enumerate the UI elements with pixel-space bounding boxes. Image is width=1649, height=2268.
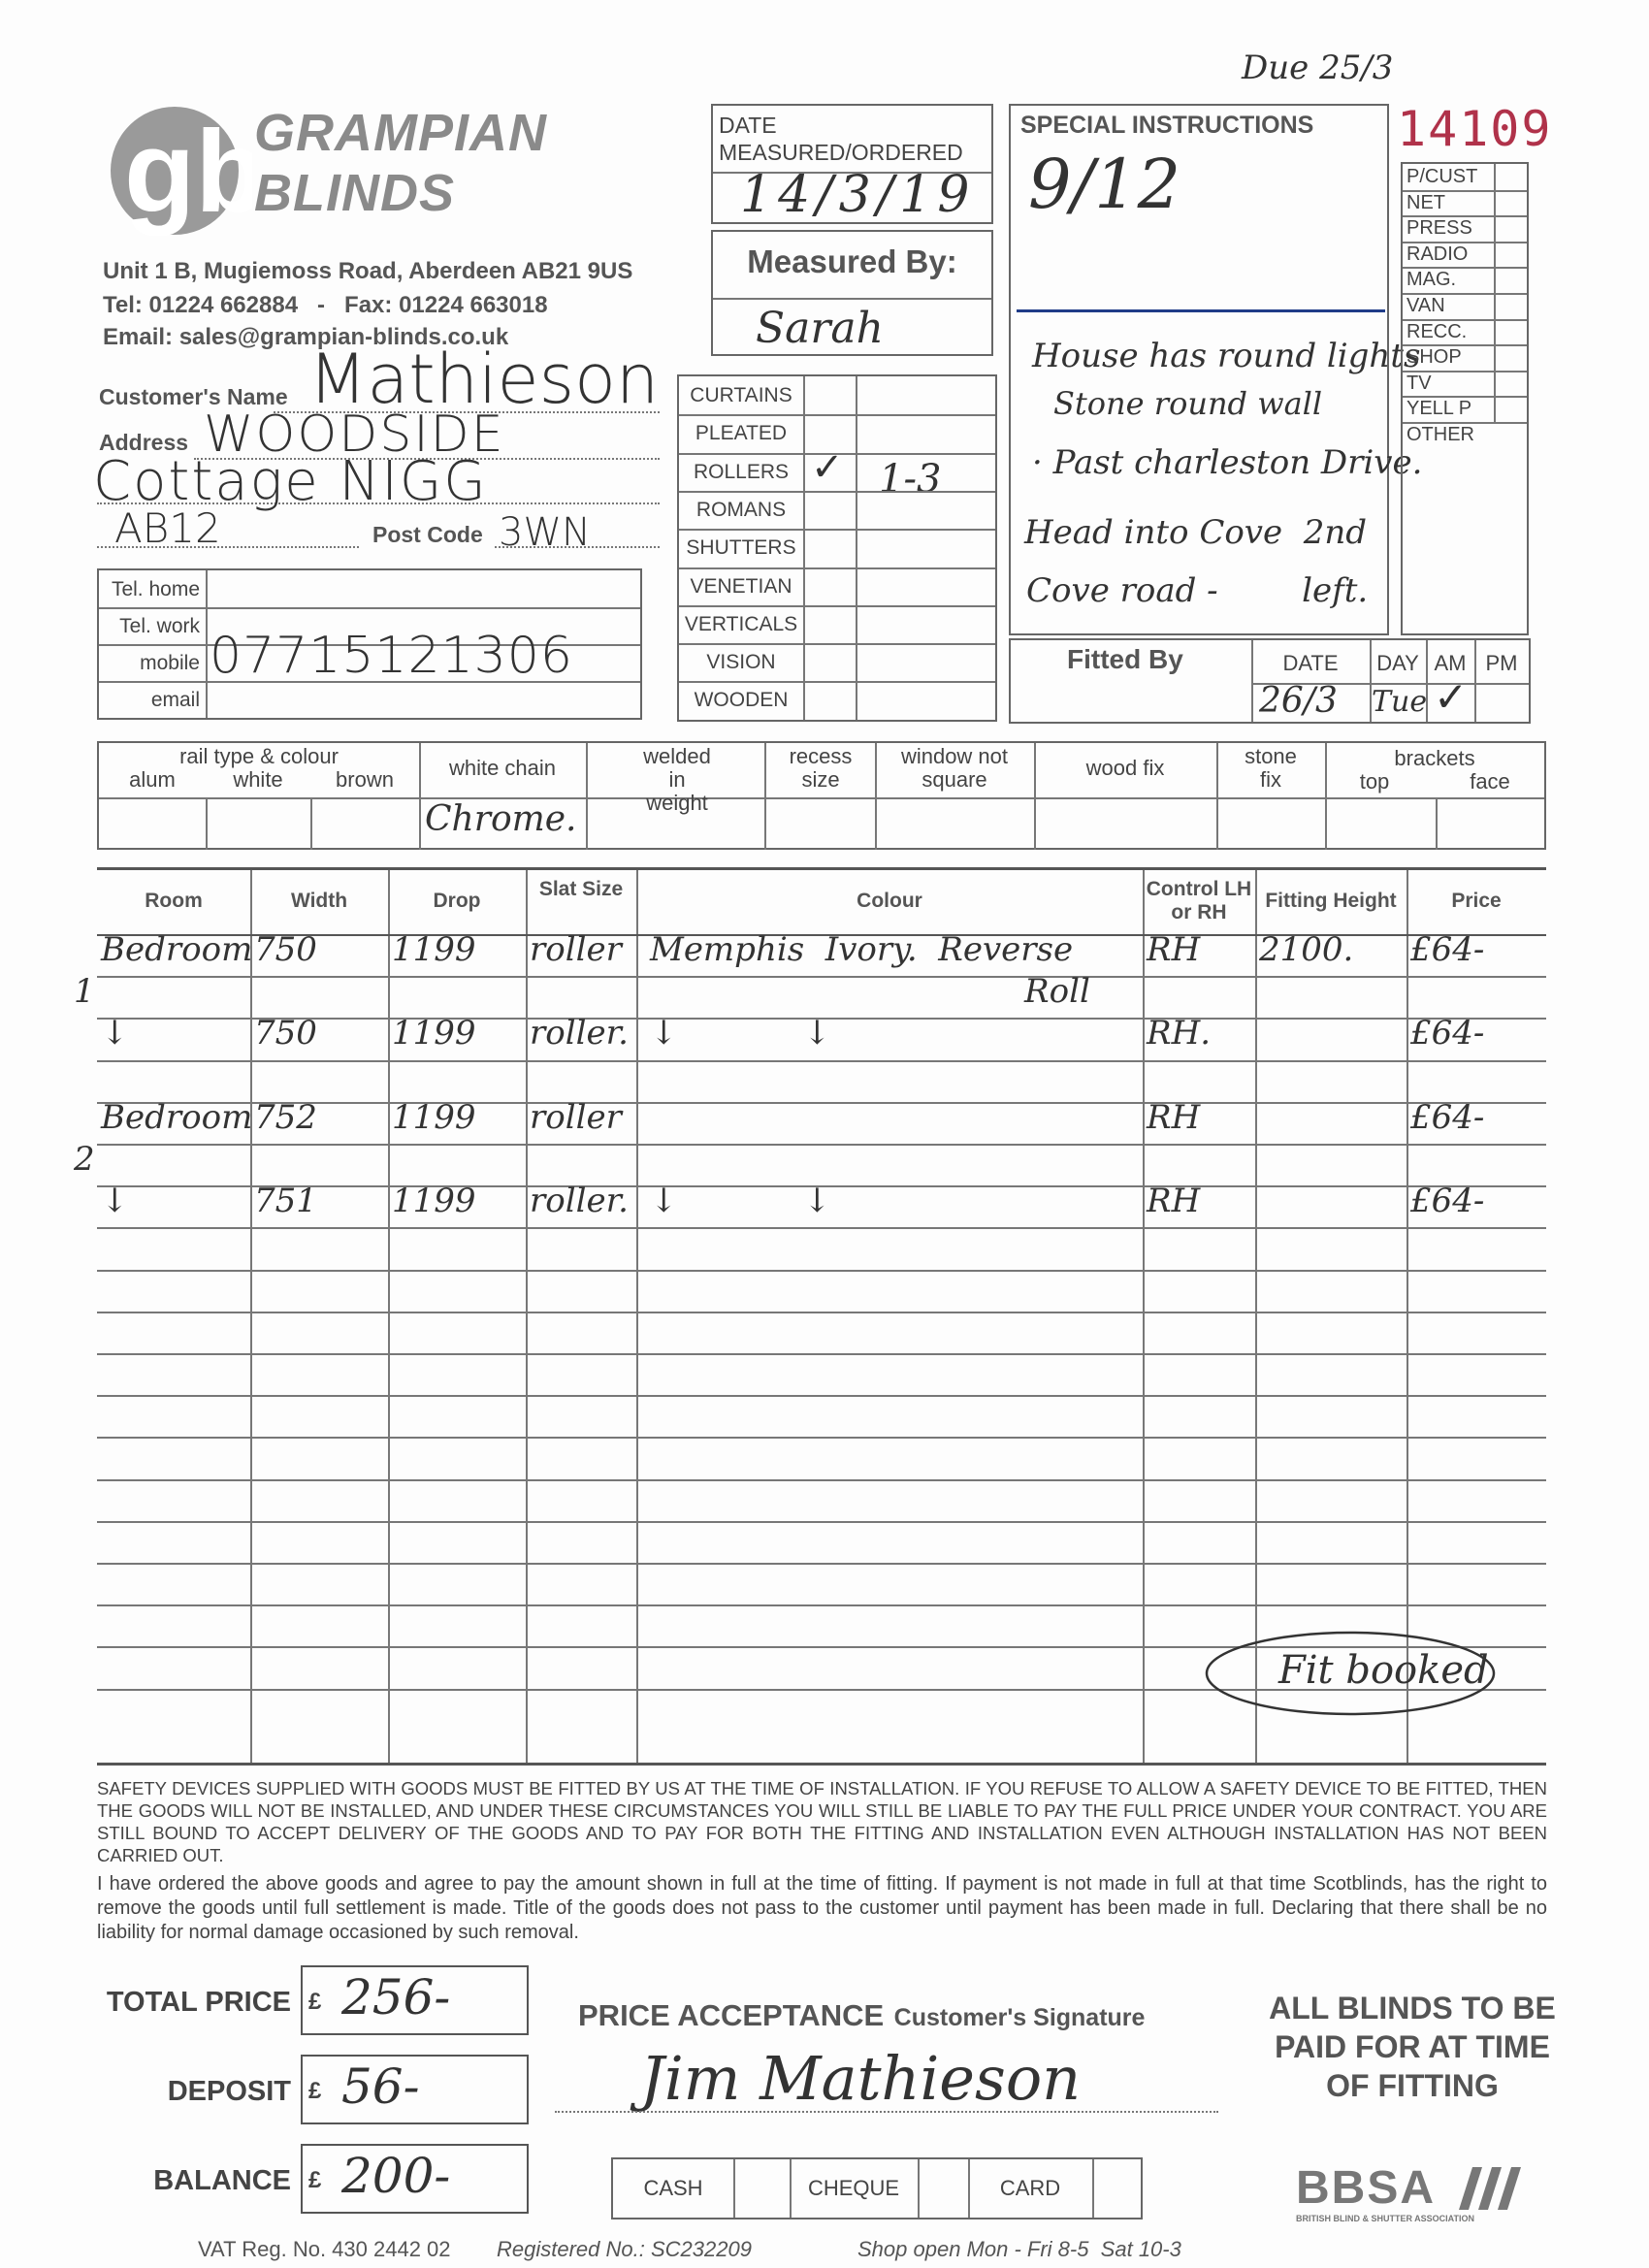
cell-control-6: RH [1147, 1182, 1201, 1221]
source-mag: MAG. [1406, 269, 1457, 291]
brackets-top-label: top [1359, 769, 1390, 794]
source-list-box [1401, 162, 1529, 635]
date-measured-label: DATE MEASURED/ORDERED [719, 113, 963, 165]
cell-colour-1: Roll [1024, 972, 1090, 1012]
welded-label: welded in weight [643, 744, 711, 815]
total-price-box [301, 1965, 529, 2035]
special-top-note: 9/12 [1028, 145, 1181, 224]
fitted-am-label: AM [1434, 651, 1467, 675]
wood-fix-label: wood fix [1085, 756, 1165, 780]
total-currency: £ [308, 1989, 322, 2015]
fit-booked-stamp [1203, 1627, 1498, 1720]
price-acceptance [578, 1998, 1145, 2033]
cell-control-0: RH [1147, 930, 1201, 969]
special-note-3: · Past charleston Drive. [1032, 443, 1423, 482]
chain-value: Chrome. [425, 799, 577, 839]
deposit-value: 56- [341, 2058, 420, 2115]
bbsa-logo-text: BBSA [1296, 2162, 1437, 2214]
cell-colour-6: ↓ ↓ [650, 1182, 831, 1221]
fitted-by-label: Fitted By [1067, 644, 1183, 674]
special-note-4: Head into Cove 2nd [1024, 513, 1368, 552]
cell-room-1: 1 [74, 972, 95, 1012]
phone-box [97, 568, 642, 720]
balance-value: 200- [341, 2148, 451, 2204]
cell-slat-2: roller. [530, 1014, 629, 1053]
product-shutters: SHUTTERS [686, 536, 796, 560]
cell-width-6: 751 [254, 1182, 317, 1221]
rail-brown-label: brown [336, 767, 394, 792]
company-phone: Tel: 01224 662884 - Fax: 01224 663018 [103, 292, 548, 318]
window-label: window not square [900, 744, 1009, 792]
registered-number: Registered No.: SC232209 [497, 2237, 752, 2261]
phone-label-1: Tel. work [119, 615, 200, 637]
brackets-face-label: face [1470, 769, 1510, 794]
source-recc: RECC. [1406, 320, 1468, 342]
bbsa-subtitle: BRITISH BLIND & SHUTTER ASSOCIATION [1296, 2214, 1474, 2223]
source-van: VAN [1406, 295, 1445, 316]
bbsa-logo [1296, 2163, 1538, 2241]
payment-method-box [611, 2157, 1143, 2219]
product-qty-2: 1-3 [879, 456, 942, 502]
recess-label: recess size [789, 744, 853, 792]
source-other: OTHER [1406, 424, 1474, 445]
postcode-label: Post Code [372, 522, 483, 547]
cell-colour-2: ↓ ↓ [650, 1014, 831, 1053]
fitted-by-box [1009, 638, 1531, 724]
deposit-label: DEPOSIT [167, 2076, 291, 2107]
cell-slat-4: roller [530, 1097, 622, 1137]
fitted-am-tick: ✓ [1434, 673, 1469, 721]
product-rollers: ROLLERS [693, 460, 790, 483]
cell-height-0: 2100. [1259, 930, 1354, 969]
balance-currency: £ [308, 2167, 322, 2193]
col-header-height: Fitting Height [1265, 890, 1397, 912]
product-verticals: VERTICALS [684, 612, 798, 635]
customer-name-value: Mathieson [308, 340, 660, 419]
fitted-date-label: DATE [1282, 651, 1339, 675]
rail-white-label: white [233, 767, 283, 792]
payment-notice: ALL BLINDS TO BE PAID FOR AT TIME OF FITTING [1269, 1991, 1556, 2103]
special-note-5: Cove road - left. [1026, 571, 1369, 610]
payment-card: CARD [999, 2176, 1061, 2200]
col-header-control: Control LH or RH [1146, 878, 1252, 923]
col-header-width: Width [290, 890, 348, 912]
col-header-drop: Drop [433, 890, 481, 912]
cell-room-0: Bedroom [101, 930, 253, 969]
source-yellp: YELL P [1406, 398, 1472, 420]
source-pcust: P/CUST [1406, 166, 1478, 187]
postcode-value: 3WN [499, 510, 591, 555]
measured-by-box [711, 230, 993, 356]
company-name-line1: GRAMPIAN [254, 104, 547, 162]
address-line1: WOODSIDE [204, 405, 505, 464]
options-box [97, 741, 1546, 850]
address-label: Address [99, 430, 189, 455]
cell-drop-4: 1199 [392, 1097, 476, 1137]
fitted-pm-label: PM [1485, 651, 1518, 675]
cell-price-0: £64- [1410, 930, 1485, 969]
product-pleated: PLEATED [695, 422, 788, 445]
fitted-day-label: DAY [1376, 651, 1419, 675]
cell-slat-0: roller [530, 930, 622, 969]
balance-box [301, 2144, 529, 2214]
white-chain-label: white chain [448, 756, 557, 780]
phone-label-0: Tel. home [111, 578, 200, 600]
customer-signature-label: Customer's Signature [893, 2004, 1146, 2031]
source-net: NET [1406, 191, 1445, 213]
customer-name-label: Customer's Name [99, 384, 288, 409]
cell-width-2: 750 [254, 1014, 317, 1053]
cell-room-4: Bedroom [101, 1097, 253, 1137]
product-romans: ROMANS [695, 498, 787, 521]
product-type-box [677, 374, 997, 722]
company-name-line2: BLINDS [254, 164, 455, 222]
fit-booked-text: Fit booked [1278, 1648, 1489, 1693]
cell-control-2: RH. [1147, 1014, 1212, 1053]
address-line3: AB12 [114, 504, 221, 552]
cell-slat-6: roller. [530, 1182, 629, 1221]
logo-letters: gb [124, 107, 252, 236]
special-note-1: House has round lights [1032, 337, 1421, 375]
cell-room-6: ↓ [101, 1182, 129, 1221]
measured-by-value: Sarah [756, 304, 884, 353]
fitted-day-value: Tue [1372, 685, 1428, 719]
cell-width-4: 752 [254, 1097, 317, 1137]
source-press: PRESS [1406, 217, 1472, 240]
deposit-currency: £ [308, 2078, 322, 2104]
product-tick-2: ✓ [811, 444, 844, 490]
cell-room-5: 2 [74, 1140, 95, 1179]
fitted-date-value: 26/3 [1259, 681, 1338, 721]
total-price-value: 256- [341, 1969, 451, 2025]
payment-cash: CASH [643, 2176, 703, 2200]
company-email: Email: sales@grampian-blinds.co.uk [103, 324, 509, 350]
shop-hours: Shop open Mon - Fri 8-5 Sat 10-3 [857, 2237, 1181, 2261]
col-header-colour: Colour [857, 890, 922, 912]
special-instructions-label: SPECIAL INSTRUCTIONS [1020, 112, 1314, 139]
cell-drop-0: 1199 [392, 930, 476, 969]
source-tv: TV [1406, 372, 1432, 394]
order-number: 14109 [1397, 101, 1553, 157]
special-note-2: Stone round wall [1053, 385, 1323, 422]
agreement-text: I have ordered the above goods and agree to pay the amount shown in full at the time of fitting. If payment is not made in full at that time Scotblinds, has the right to remove the goods until full settlement is made. Title of the goods does not pass to the customer until payment has been made in full. Declaring that there shall be no liability for normal damage occasioned by such removal. [97, 1873, 1547, 1943]
rail-alum-label: alum [129, 767, 176, 792]
total-price-label: TOTAL PRICE [106, 1987, 291, 2018]
cell-price-2: £64- [1410, 1014, 1485, 1053]
due-note: Due 25/3 [1242, 49, 1394, 87]
phone-value-2: 07715121306 [210, 627, 573, 685]
col-header-slat: Slat Size [538, 878, 624, 900]
date-measured-value: 14/3/19 [740, 166, 976, 224]
col-header-room: Room [145, 890, 203, 912]
source-radio: RADIO [1406, 243, 1469, 265]
product-curtains: CURTAINS [690, 384, 792, 406]
bbsa-stripes-icon [1459, 2167, 1527, 2210]
company-logo [97, 105, 252, 236]
cell-colour-0: Memphis Ivory. Reverse [650, 930, 1074, 969]
cell-width-0: 750 [254, 930, 317, 969]
brackets-label: brackets [1394, 746, 1475, 770]
vat-number: VAT Reg. No. 430 2442 02 [198, 2237, 451, 2261]
date-measured-box [711, 104, 993, 224]
cell-control-4: RH [1147, 1097, 1201, 1137]
rail-type-label: rail type & colour [179, 744, 339, 768]
safety-notice: SAFETY DEVICES SUPPLIED WITH GOODS MUST BE FITTED BY US AT THE TIME OF INSTALLATION. IF YOU REFUSE TO ALLOW A SAFETY DEVICE TO BE FITTED, THEN THE GOODS WILL NOT BE INSTALLED, AND UNDER THESE CIRCUMSTANCES YOU WILL STILL BE LIABLE TO PAY THE FULL PRICE UNDER YOUR CONTRACT. YOU ARE STILL BOUND TO ACCEPT DELIVERY OF THE GOODS AND TO PAY FOR BOTH THE FITTING AND INSTALLATION EVEN ALTHOUGH INSTALLATION HAS NOT BEEN CARRIED OUT. [97, 1778, 1547, 1865]
col-header-price: Price [1451, 890, 1502, 912]
payment-cheque: CHEQUE [807, 2176, 900, 2200]
stone-fix-label: stone fix [1245, 744, 1297, 792]
phone-label-2: mobile [140, 652, 200, 674]
cell-room-2: ↓ [101, 1014, 129, 1053]
balance-label: BALANCE [153, 2165, 291, 2196]
measured-by-label: Measured By: [747, 243, 957, 279]
price-acceptance-label: PRICE ACCEPTANCE [578, 1998, 885, 2032]
company-address: Unit 1 B, Mugiemoss Road, Aberdeen AB21 9US [103, 258, 633, 284]
product-wooden: WOODEN [694, 689, 789, 712]
cell-price-4: £64- [1410, 1097, 1485, 1137]
source-shop: SHOP [1406, 346, 1462, 369]
cell-drop-2: 1199 [392, 1014, 476, 1053]
product-vision: VISION [706, 651, 776, 674]
product-venetian: VENETIAN [690, 574, 792, 598]
cell-price-6: £64- [1410, 1182, 1485, 1221]
customer-signature: Jim Mathieson [640, 2043, 1082, 2114]
phone-label-3: email [150, 689, 200, 711]
deposit-box [301, 2055, 529, 2124]
cell-drop-6: 1199 [392, 1182, 476, 1221]
address-line2: Cottage NIGG [93, 450, 488, 513]
measurement-table [74, 867, 1546, 1766]
